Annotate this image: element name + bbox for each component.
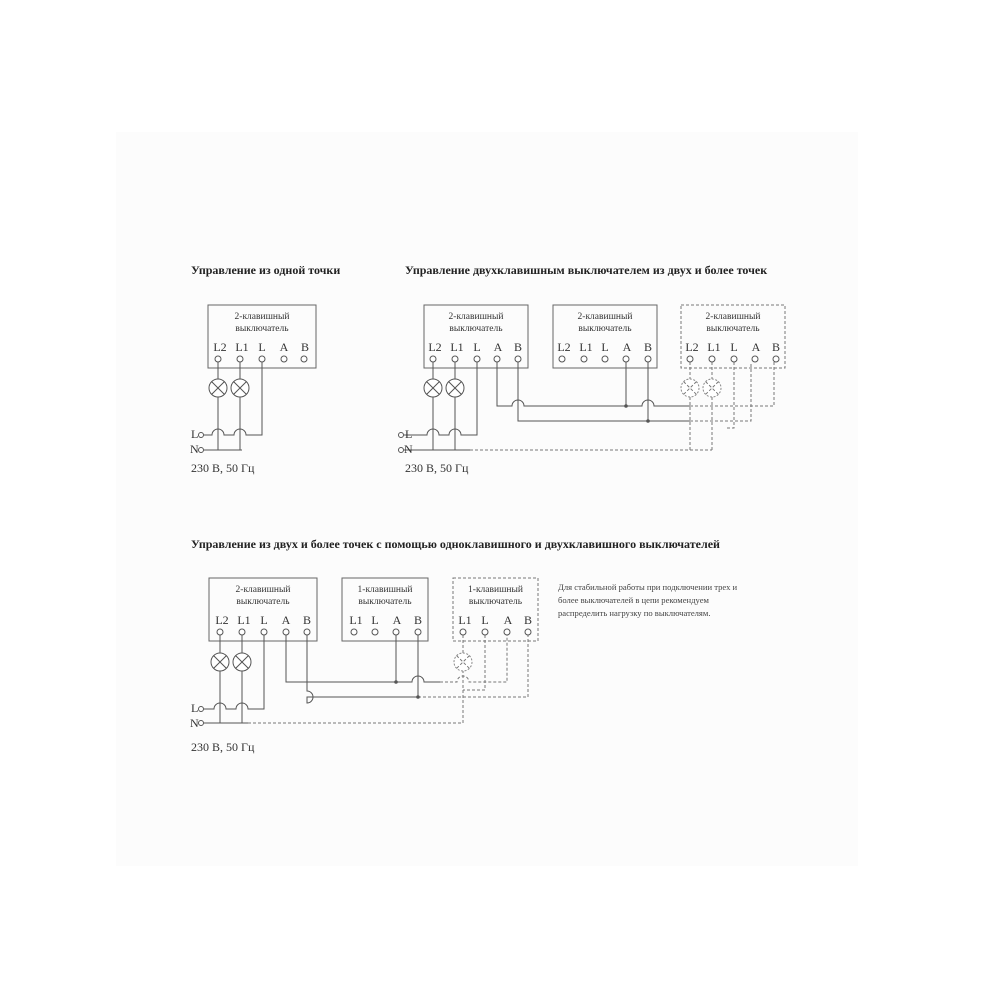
terminal-label: L <box>601 340 609 354</box>
neutral-wire <box>204 433 242 450</box>
wire-l-feed <box>463 362 477 435</box>
dashed-lamp-icon <box>681 379 699 397</box>
diagram1-title: Управление из одной точки <box>191 263 341 277</box>
traveler-a <box>497 362 690 406</box>
switch-name-label: выключатель <box>449 324 503 334</box>
terminal-label: L <box>481 613 489 627</box>
note-line: более выключателей в цепи рекомендуем <box>558 595 709 605</box>
terminal-label: L <box>260 613 268 627</box>
terminal-label: A <box>279 340 289 354</box>
dashed-lamp-icon <box>454 653 472 671</box>
line-wire <box>204 429 248 435</box>
switch-name-label: выключатель <box>578 324 632 334</box>
line-label: L <box>191 427 199 441</box>
traveler-b-ext <box>418 635 528 697</box>
switch2-terminals <box>351 629 421 635</box>
switch-type-label: 2-клавишный <box>234 312 290 322</box>
power-spec: 230 В, 50 Гц <box>191 740 255 754</box>
neutral-label: N <box>190 716 199 730</box>
terminal-label: A <box>281 613 291 627</box>
switch2-terminals <box>559 356 651 362</box>
switch3-terminals <box>460 629 531 635</box>
dashed-lamp-icon <box>703 379 721 397</box>
terminal-label: L1 <box>237 613 251 627</box>
neutral-terminal-icon <box>199 448 204 453</box>
traveler-a <box>286 635 396 682</box>
switch-label <box>342 584 428 608</box>
note-line: Для стабильной работы при подключении трех и <box>558 582 738 592</box>
lamp-icon <box>233 653 251 671</box>
terminal-label: A <box>392 613 402 627</box>
terminal-label: L2 <box>685 340 699 354</box>
switch-type-label: 2-клавишный <box>235 585 291 595</box>
terminal-label: L <box>730 340 738 354</box>
switch-name-label: выключатель <box>236 597 290 607</box>
terminal-label: A <box>493 340 503 354</box>
diagram2-title: Управление двухклавишным выключателем из двух и более точек <box>405 263 768 277</box>
terminal-b-icon <box>301 356 307 362</box>
junction-dot <box>416 695 420 699</box>
neutral-wire <box>404 433 470 450</box>
switch-type-label: 2-клавишный <box>448 312 504 322</box>
terminal-label: A <box>751 340 761 354</box>
traveler-b-ext <box>690 362 751 421</box>
terminal-label: B <box>523 613 533 627</box>
line-terminal-icon <box>199 707 204 712</box>
junction-dot <box>646 419 650 423</box>
neutral-terminal-icon <box>199 721 204 726</box>
switch-label <box>681 311 785 335</box>
terminal-label: L2 <box>428 340 442 354</box>
terminal-label: L1 <box>579 340 593 354</box>
recommendation-note <box>558 581 798 620</box>
switch-type-label: 1-клавишный <box>357 585 413 595</box>
lamp-icon <box>231 379 249 397</box>
neutral-label: N <box>404 442 413 456</box>
terminal-l1-icon <box>237 356 243 362</box>
switch2-wires <box>396 635 418 697</box>
terminal-label: L <box>473 340 481 354</box>
lamp-icon <box>209 379 227 397</box>
terminal-label: L1 <box>349 613 363 627</box>
switch-type-label: 1-клавишный <box>468 585 523 595</box>
terminal-label: B <box>771 340 781 354</box>
terminal-label: B <box>300 340 310 354</box>
switch-label <box>453 584 538 608</box>
wire-l-feed <box>248 362 262 435</box>
switch-label <box>553 311 657 335</box>
line-wire <box>204 703 250 709</box>
switch1-terminals <box>430 356 521 362</box>
lamp-icon <box>424 379 442 397</box>
switch-name-label: выключатель <box>468 597 523 607</box>
dashed-l-feed <box>726 362 734 428</box>
lamp-icon <box>211 653 229 671</box>
diagram3-title: Управление из двух и более точек с помощью одноклавишного и двухклавишного выключателей <box>191 537 720 551</box>
neutral-label: N <box>190 442 199 456</box>
junction-dot <box>624 404 628 408</box>
terminal-label: B <box>513 340 523 354</box>
traveler-a-ext <box>440 635 507 682</box>
switch-type-label: 2-клавишный <box>705 312 761 322</box>
terminal-label: L <box>258 340 266 354</box>
terminal-label: L1 <box>707 340 721 354</box>
traveler-a-ext <box>690 362 774 406</box>
terminal-label: L <box>371 613 379 627</box>
switch-label <box>424 311 528 335</box>
traveler-b <box>307 635 418 703</box>
terminal-l-icon <box>259 356 265 362</box>
switch-label <box>209 584 317 608</box>
wire-l-feed <box>250 635 264 709</box>
terminal-a-icon <box>281 356 287 362</box>
line-label: L <box>405 427 413 441</box>
neutral-ext <box>248 635 463 723</box>
terminal-label: L2 <box>557 340 571 354</box>
terminal-label: L1 <box>235 340 249 354</box>
line-terminal-icon <box>399 433 404 438</box>
neutral-wire <box>204 708 248 723</box>
terminal-label: L1 <box>450 340 464 354</box>
terminal-label: B <box>302 613 312 627</box>
switch3-terminals <box>687 356 779 362</box>
lamp-icon <box>446 379 464 397</box>
traveler-b <box>518 362 690 421</box>
power-spec: 230 В, 50 Гц <box>191 461 255 475</box>
terminal-label: L2 <box>215 613 229 627</box>
junction-dot <box>394 680 398 684</box>
line-label: L <box>191 701 199 715</box>
power-spec: 230 В, 50 Гц <box>405 461 469 475</box>
switch-name-label: выключатель <box>706 324 760 334</box>
note-line: распределить нагрузку по выключателям. <box>558 608 711 618</box>
line-terminal-icon <box>199 433 204 438</box>
terminal-label: L2 <box>213 340 227 354</box>
terminal-label: A <box>503 613 513 627</box>
switch-name-label: выключатель <box>235 324 289 334</box>
terminal-label: L1 <box>458 613 472 627</box>
switch-name-label: выключатель <box>358 597 412 607</box>
terminal-label: A <box>622 340 632 354</box>
terminal-l2-icon <box>215 356 221 362</box>
neutral-terminal-icon <box>399 448 404 453</box>
switch1-terminals <box>217 629 310 635</box>
switch-label <box>208 311 316 335</box>
switch-type-label: 2-клавишный <box>577 312 633 322</box>
terminal-label: B <box>413 613 423 627</box>
terminal-label: B <box>643 340 653 354</box>
